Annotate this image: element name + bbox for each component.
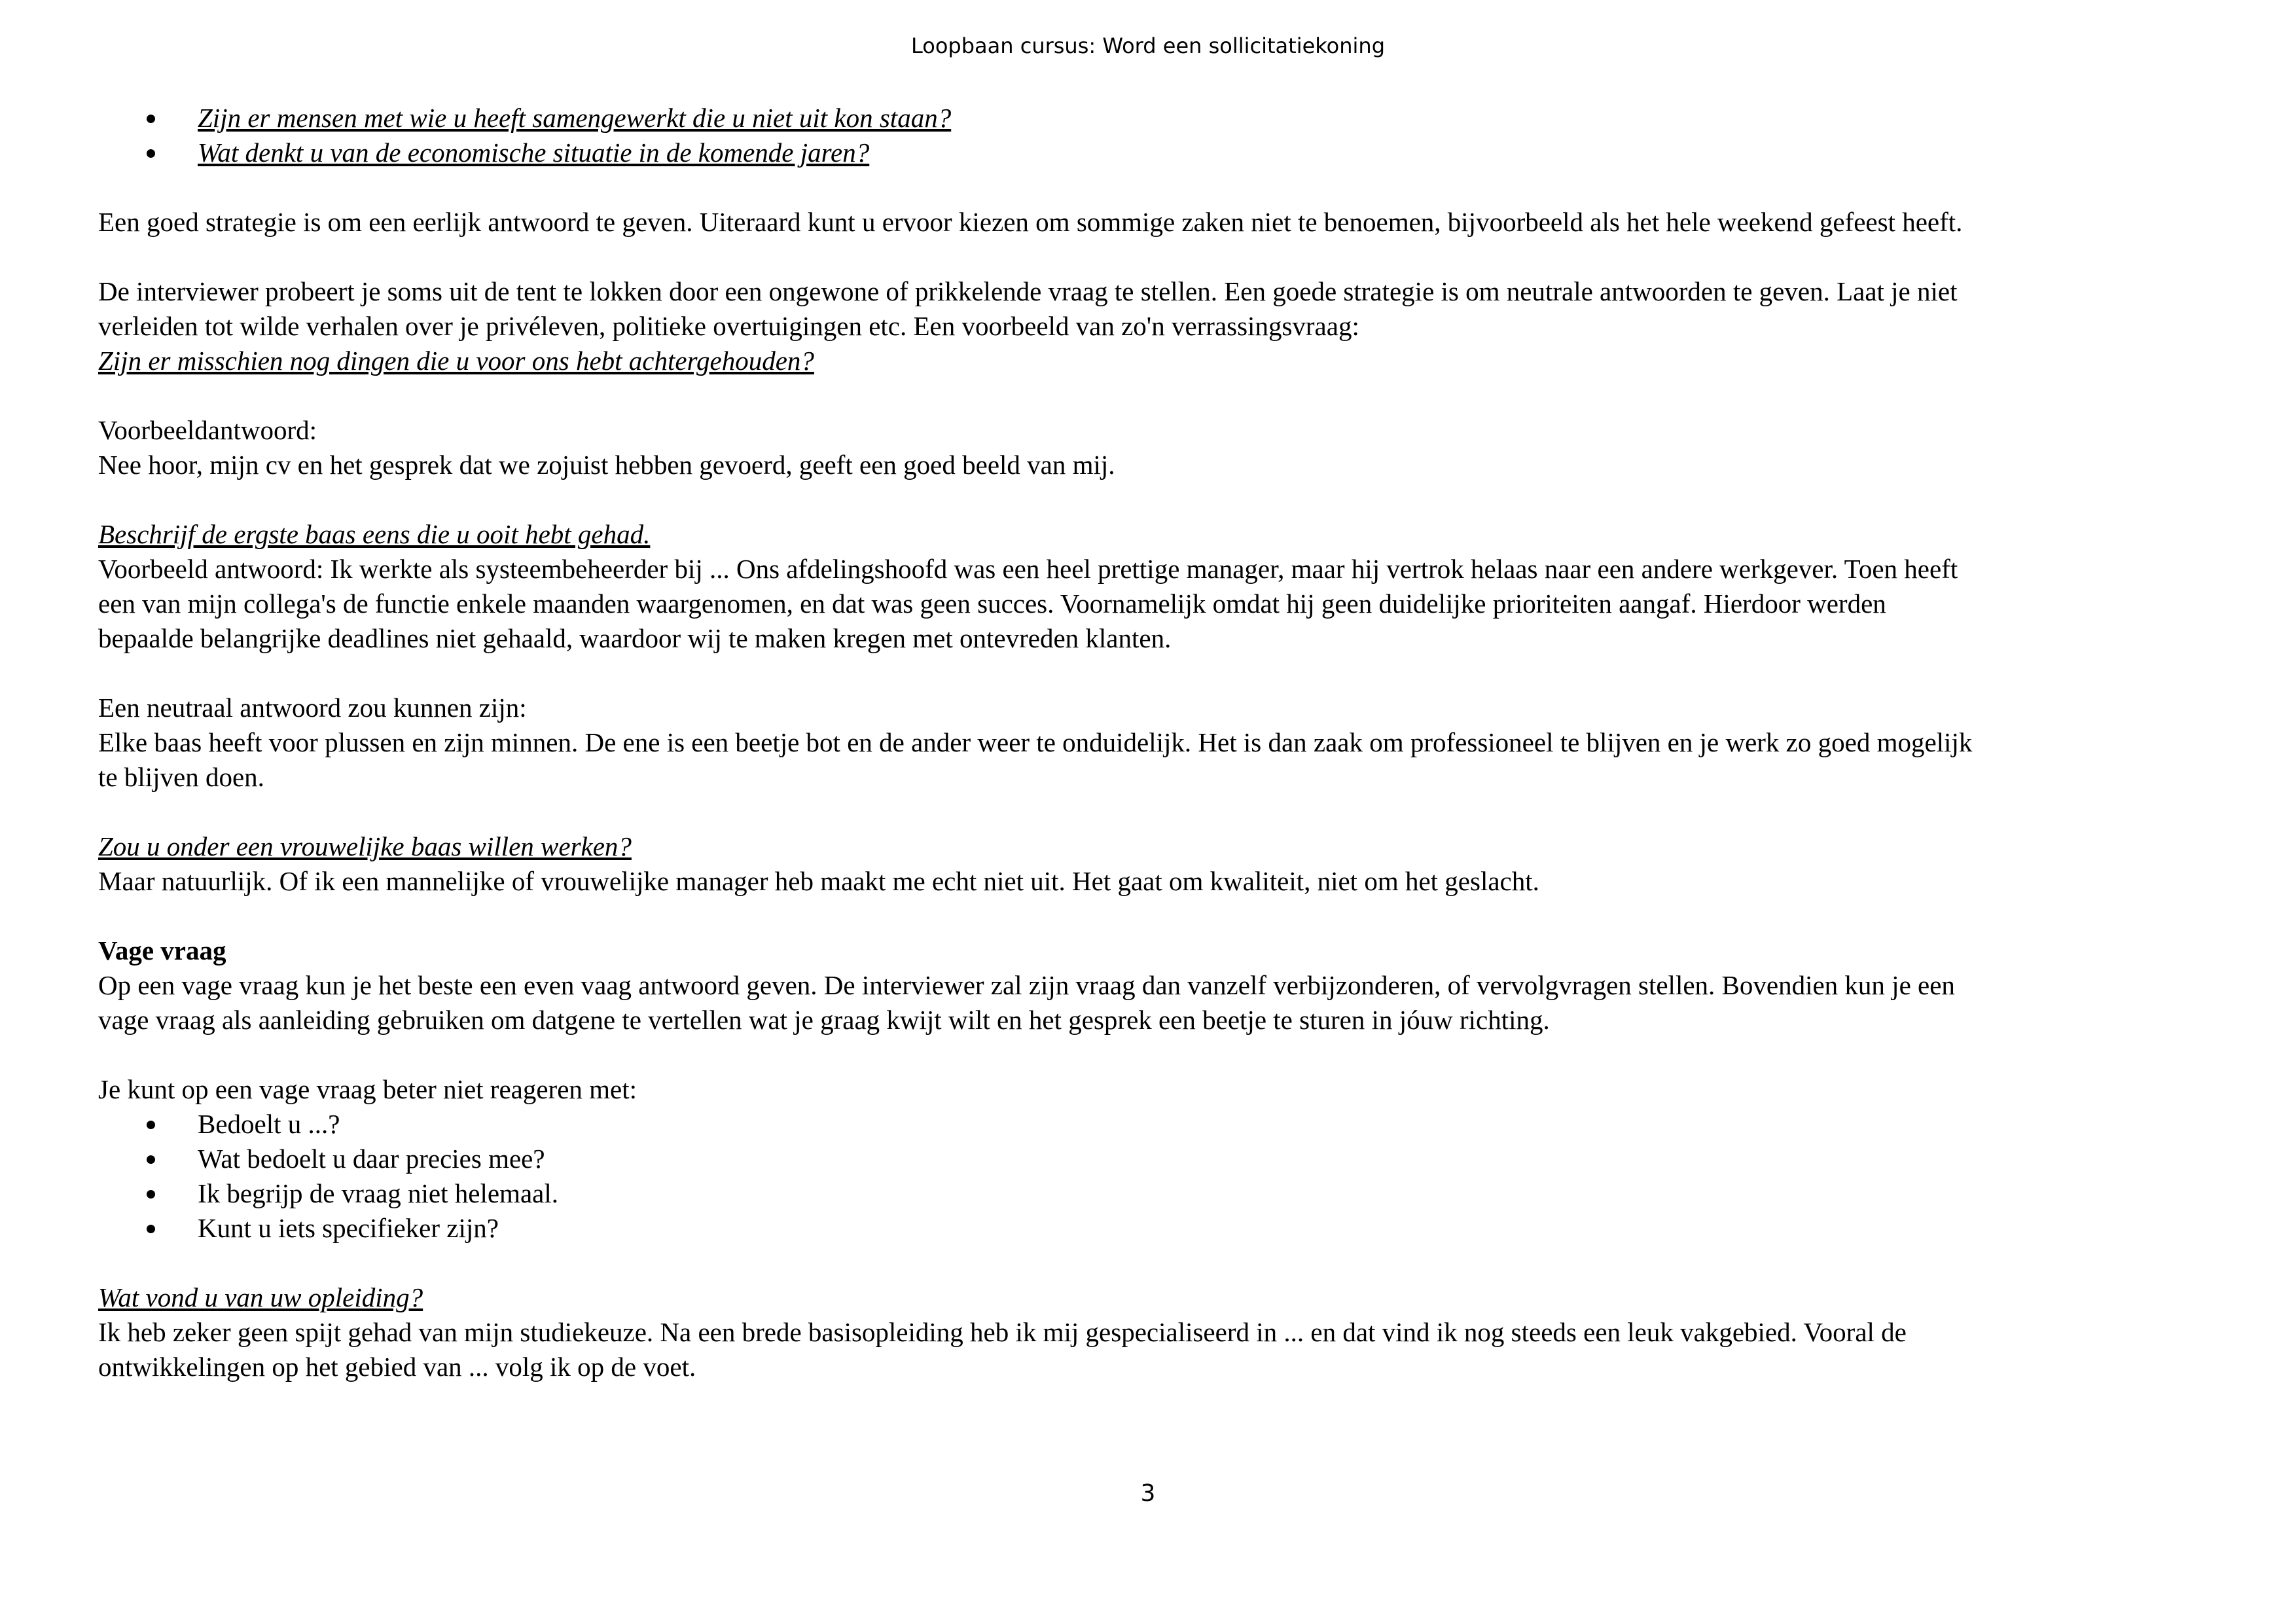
question-female-boss: Zou u onder een vrouwelijke baas willen werken?	[98, 831, 632, 861]
list-item: Kunt u iets specifieker zijn?	[98, 1211, 2219, 1246]
list-item: Ik begrijp de vraag niet helemaal.	[98, 1176, 2219, 1211]
question-hidden: Zijn er misschien nog dingen die u voor ons hebt achtergehouden?	[98, 346, 814, 376]
education-answer-line-2: ontwikkelingen op het gebied van ... volg ik op de voet.	[98, 1352, 696, 1382]
page-number: 3	[1140, 1480, 1156, 1507]
neutral-label: Een neutraal antwoord zou kunnen zijn:	[98, 693, 527, 723]
page-content	[98, 101, 2219, 1384]
example-answer: Nee hoor, mijn cv en het gesprek dat we zojuist hebben gevoerd, geeft een goed beeld van mij.	[98, 450, 1115, 480]
question-list-top	[98, 101, 2219, 170]
example-label: Voorbeeldantwoord:	[98, 415, 317, 445]
worst-boss-answer-line-1: Voorbeeld antwoord: Ik werkte als systeembeheerder bij ... Ons afdelingshoofd was een heel prettige manager, maar hij vertrok helaas naar een andere werkgever. Toen heeft	[98, 554, 1958, 584]
worst-boss-answer-line-2: een van mijn collega's de functie enkele maanden waargenomen, en dat was geen succes. Voornamelijk omdat hij geen duidelijke prioriteiten aangaf. Hierdoor werden	[98, 588, 1886, 619]
paragraph-interviewer-line-1: De interviewer probeert je soms uit de tent te lokken door een ongewone of prikkelende vraag te stellen. Een goede strategie is om neutrale antwoorden te geven. Laat je niet	[98, 276, 1958, 306]
bullet-icon	[147, 149, 155, 158]
vague-list	[98, 1107, 2219, 1246]
neutral-answer-line-2: te blijven doen.	[98, 762, 264, 792]
list-item: Wat bedoelt u daar precies mee?	[98, 1142, 2219, 1176]
bullet-icon	[147, 1190, 155, 1199]
bullet-icon	[147, 1225, 155, 1233]
neutral-answer-line-1: Elke baas heeft voor plussen en zijn minnen. De ene is een beetje bot en de ander weer te onduidelijk. Het is dan zaak om professioneel te blijven en je werk zo goed mogelijk	[98, 727, 1973, 757]
list-item: Zijn er mensen met wie u heeft samengewerkt die u niet uit kon staan?	[98, 101, 2219, 135]
vague-text-line-1: Op een vage vraag kun je het beste een even vaag antwoord geven. De interviewer zal zijn vraag dan vanzelf verbijzonderen, of vervolgvragen stellen. Bovendien kun je een	[98, 970, 1955, 1000]
question-education: Wat vond u van uw opleiding?	[98, 1282, 423, 1312]
female-boss-answer: Maar natuurlijk. Of ik een mannelijke of vrouwelijke manager heb maakt me echt niet uit. Het gaat om kwaliteit, niet om het geslacht.	[98, 866, 1539, 896]
bullet-icon	[147, 1155, 155, 1164]
list-item: Bedoelt u ...?	[98, 1107, 2219, 1142]
question-worst-boss: Beschrijf de ergste baas eens die u ooit hebt gehad.	[98, 519, 651, 549]
education-answer-line-1: Ik heb zeker geen spijt gehad van mijn studiekeuze. Na een brede basisopleiding heb ik mij gespecialiseerd in ... en dat vind ik nog steeds een leuk vakgebied. Vooral de	[98, 1317, 1907, 1347]
vague-text-line-2: vage vraag als aanleiding gebruiken om datgene te vertellen wat je graag kwijt wilt en het gesprek een beetje te sturen in jóuw richting.	[98, 1005, 1550, 1035]
bullet-icon	[147, 1121, 155, 1129]
vague-intro: Je kunt op een vage vraag beter niet reageren met:	[98, 1074, 637, 1104]
bullet-icon	[147, 115, 155, 123]
page-header: Loopbaan cursus: Word een sollicitatiekoning	[911, 33, 1385, 58]
paragraph-interviewer-line-2: verleiden tot wilde verhalen over je privéleven, politieke overtuigingen etc. Een voorbeeld van zo'n verrassingsvraag:	[98, 311, 1359, 341]
section-heading-vague: Vage vraag	[98, 935, 226, 965]
paragraph-strategy: Een goed strategie is om een eerlijk antwoord te geven. Uiteraard kunt u ervoor kiezen om sommige zaken niet te benoemen, bijvoorbeeld als het hele weekend gefeest heeft.	[98, 207, 1963, 237]
list-item: Wat denkt u van de economische situatie in de komende jaren?	[98, 135, 2219, 170]
worst-boss-answer-line-3: bepaalde belangrijke deadlines niet gehaald, waardoor wij te maken kregen met ontevreden klanten.	[98, 623, 1172, 653]
